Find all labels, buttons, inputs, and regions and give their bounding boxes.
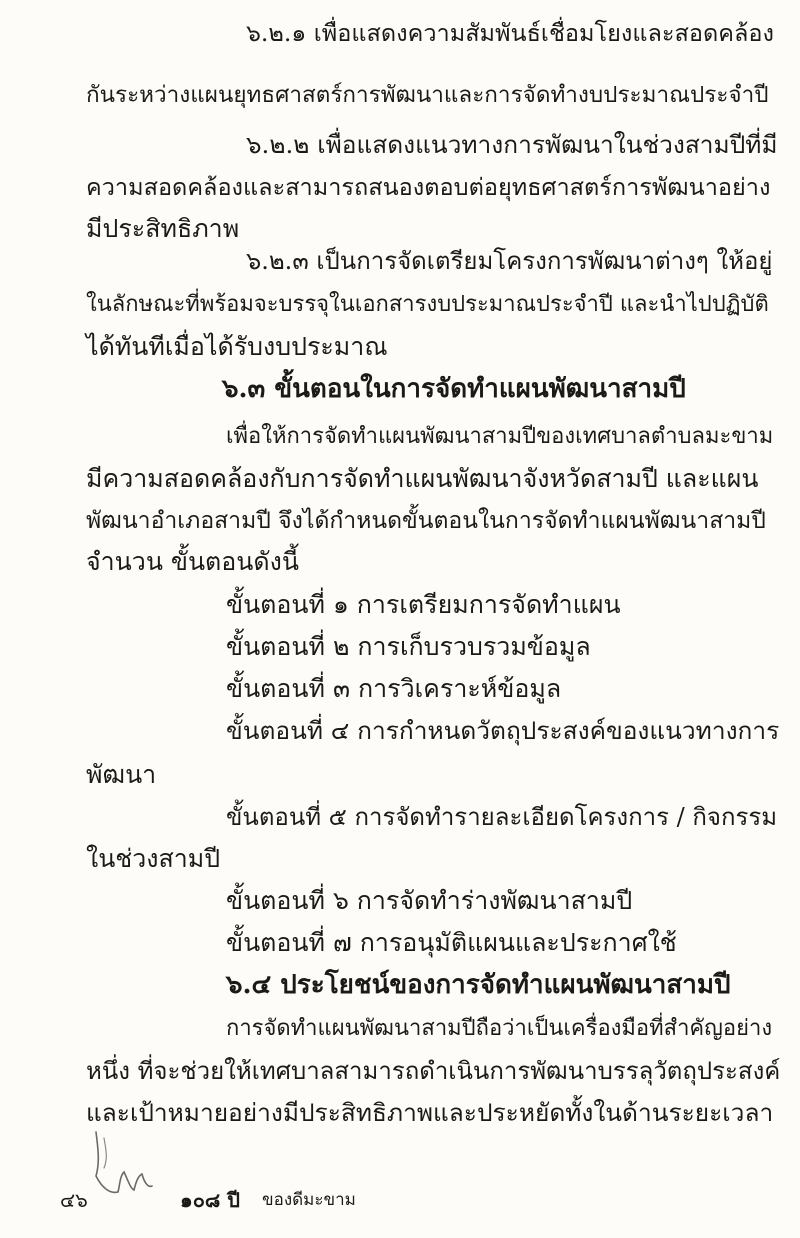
para-6-2-3-line-1: ๖.๒.๓ เป็นการจัดเตรียมโครงการพัฒนาต่างๆ ให้อยู่ — [246, 247, 773, 275]
para-6-2-3-line-2: ในลักษณะที่พร้อมจะบรรจุในเอกสารงบประมาณประจำปี และนำไปปฏิบัติ — [86, 292, 769, 317]
para-6-2-2-line-1: ๖.๒.๒ เพื่อแสดงแนวทางการพัฒนาในช่วงสามปีที่มี — [246, 130, 778, 159]
section-heading-6-4: ๖.๔ ประโยชน์ของการจัดทำแผนพัฒนาสามปี — [226, 970, 731, 1000]
para-6-3-line-4: จำนวน ขั้นตอนดังนี้ — [86, 547, 299, 576]
para-6-2-2-line-3: มีประสิทธิภาพ — [86, 214, 240, 243]
page-footer — [0, 1180, 800, 1220]
para-6-2-1-line-2: กันระหว่างแผนยุทธศาสตร์การพัฒนาและการจัดทำงบประมาณประจำปี — [86, 82, 769, 108]
step-6: ขั้นตอนที่ ๖ การจัดทำร่างพัฒนาสามปี — [226, 886, 633, 915]
footer-book-title: ของดีมะขาม — [262, 1190, 356, 1210]
step-5: ขั้นตอนที่ ๕ การจัดทำรายละเอียดโครงการ / กิจกรรม — [226, 803, 778, 831]
para-6-4-line-3: และเป้าหมายอย่างมีประสิทธิภาพและประหยัดทั้งในด้านระยะเวลา — [86, 1098, 774, 1127]
para-6-3-line-1: เพื่อให้การจัดทำแผนพัฒนาสามปีของเทศบาลตำบลมะขาม — [226, 424, 774, 449]
footer-years: ๑๐๘ ปี — [180, 1188, 240, 1212]
page-number: ๔๖ — [60, 1188, 88, 1212]
para-6-3-line-2: มีความสอดคล้องกับการจัดทำแผนพัฒนาจังหวัดสามปี และแผน — [86, 464, 759, 493]
section-heading-6-3: ๖.๓ ขั้นตอนในการจัดทำแผนพัฒนาสามปี — [222, 374, 686, 404]
para-6-3-line-3: พัฒนาอำเภอสามปี จึงได้กำหนดขั้นตอนในการจัดทำแผนพัฒนาสามปี — [86, 508, 766, 534]
step-4: ขั้นตอนที่ ๔ การกำหนดวัตถุประสงค์ของแนวทางการ — [226, 716, 780, 745]
step-1: ขั้นตอนที่ ๑ การเตรียมการจัดทำแผน — [226, 590, 621, 619]
step-5-continuation: ในช่วงสามปี — [86, 844, 221, 873]
para-6-2-2-line-2: ความสอดคล้องและสามารถสนองตอบต่อยุทธศาสตร์การพัฒนาอย่าง — [86, 173, 771, 201]
para-6-4-line-2: หนึ่ง ที่จะช่วยให้เทศบาลสามารถดำเนินการพัฒนาบรรลุวัตถุประสงค์ — [86, 1057, 781, 1085]
para-6-2-1-line-1: ๖.๒.๑ เพื่อแสดงความสัมพันธ์เชื่อมโยงและสอดคล้อง — [246, 19, 774, 47]
para-6-2-3-line-3: ได้ทันทีเมื่อได้รับงบประมาณ — [86, 332, 388, 361]
step-7: ขั้นตอนที่ ๗ การอนุมัติแผนและประกาศใช้ — [226, 928, 677, 957]
step-2: ขั้นตอนที่ ๒ การเก็บรวบรวมข้อมูล — [226, 632, 591, 661]
step-3: ขั้นตอนที่ ๓ การวิเคราะห์ข้อมูล — [226, 674, 562, 703]
para-6-4-line-1: การจัดทำแผนพัฒนาสามปีถือว่าเป็นเครื่องมือที่สำคัญอย่าง — [226, 1016, 773, 1041]
step-4-continuation: พัฒนา — [86, 760, 157, 789]
